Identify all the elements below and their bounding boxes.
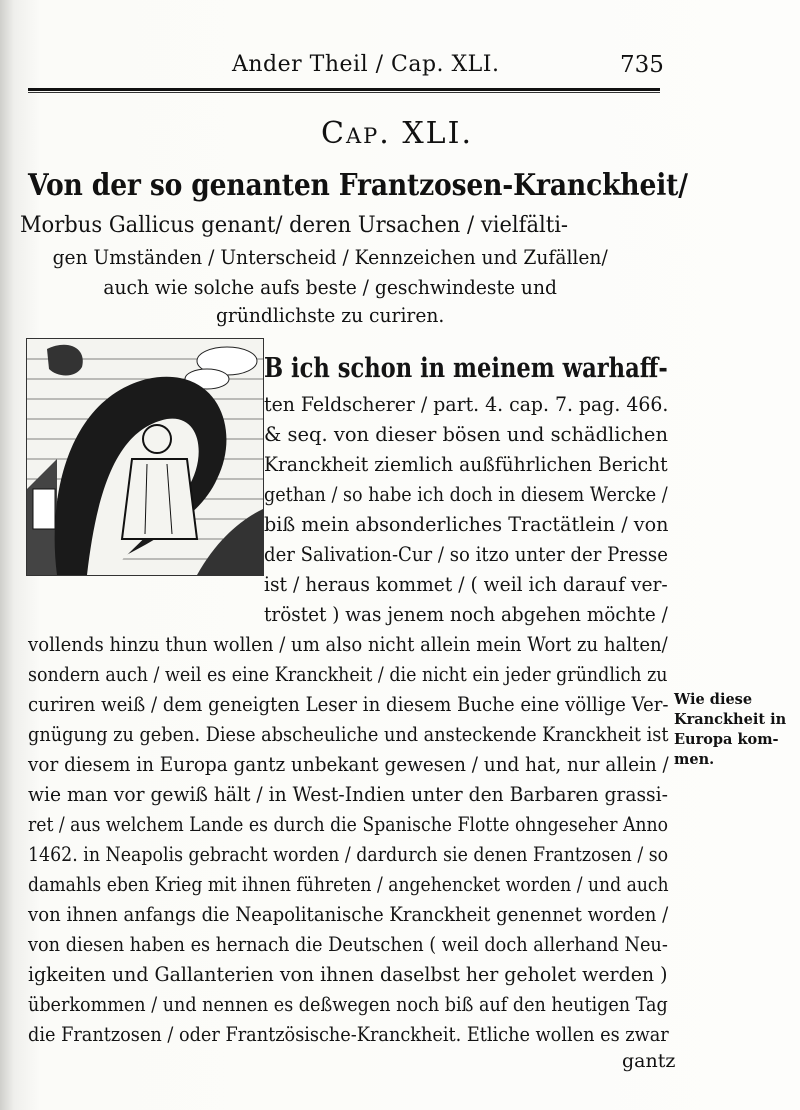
catchword: gantz bbox=[622, 1050, 676, 1072]
heading-line: Morbus Gallicus genant/ deren Ursachen / vielfälti- bbox=[20, 213, 569, 238]
heading-line: auch wie solche aufs beste / geschwindeste und bbox=[103, 276, 557, 299]
body-line: damahls eben Krieg mit ihnen führeten / angehencket worden / und auch bbox=[28, 873, 669, 896]
body-line: ten Feldscherer / part. 4. cap. 7. pag. 466. bbox=[264, 393, 669, 416]
body-line: der Salivation-Cur / so itzo unter der Presse bbox=[264, 543, 668, 566]
heading-line: gen Umständen / Unterscheid / Kennzeichen und Zufällen/ bbox=[52, 246, 608, 269]
body-line: & seq. von dieser bösen und schädlichen bbox=[264, 423, 668, 446]
marginal-note bbox=[674, 690, 794, 770]
body-line: ret / aus welchem Lande es durch die Spanische Flotte ohngeseher Anno bbox=[28, 813, 669, 836]
body-line: B ich schon in meinem warhaff- bbox=[264, 353, 668, 384]
body-line: vor diesem in Europa gantz unbekant gewesen / und hat, nur allein / bbox=[28, 753, 669, 776]
body-line: die Frantzosen / oder Frantzösische-Kranckheit. Etliche wollen es zwar bbox=[28, 1023, 669, 1046]
body-line: von ihnen anfangs die Neapolitanische Kranckheit genennet worden / bbox=[28, 903, 669, 926]
body-line: tröstet ) was jenem noch abgehen möchte / bbox=[264, 603, 668, 626]
heading-line: gründlichste zu curiren. bbox=[215, 304, 445, 327]
header-rule bbox=[28, 88, 660, 91]
marginal-note-line: Wie diese bbox=[674, 691, 753, 708]
body-line: igkeiten und Gallanterien von ihnen daselbst her geholet werden ) bbox=[28, 963, 668, 986]
marginal-note-line: men. bbox=[674, 751, 715, 768]
body-line: von diesen haben es hernach die Deutschen ( weil doch allerhand Neu- bbox=[28, 933, 668, 956]
woodcut-image bbox=[27, 339, 263, 575]
body-line: ist / heraus kommet / ( weil ich darauf ver- bbox=[264, 573, 668, 596]
body-line: vollends hinzu thun wollen / um also nicht allein mein Wort zu halten/ bbox=[28, 633, 668, 656]
chapter-heading: Von der so genanten Frantzosen-Kranckheit/ bbox=[28, 168, 688, 203]
marginal-note-line: Europa kom- bbox=[674, 731, 779, 748]
page-number: 735 bbox=[620, 52, 664, 78]
body-line: curiren weiß / dem geneigten Leser in diesem Buche eine völlige Ver- bbox=[28, 693, 669, 716]
body-line: biß mein absonderliches Tractätlein / von bbox=[264, 513, 669, 536]
body-line: 1462. in Neapolis gebracht worden / dardurch sie denen Frantzosen / so bbox=[28, 843, 669, 866]
body-line: sondern auch / weil es eine Kranckheit / die nicht ein jeder gründlich zu bbox=[28, 663, 668, 686]
running-head bbox=[0, 52, 800, 82]
decorated-initial-woodcut bbox=[26, 338, 264, 576]
header-rule-thin bbox=[28, 92, 660, 93]
running-head-title: Ander Theil / Cap. XLI. bbox=[232, 52, 500, 77]
marginal-note-line: Kranckheit in bbox=[674, 711, 787, 728]
body-line: wie man vor gewiß hält / in West-Indien unter den Barbaren grassi- bbox=[28, 783, 668, 806]
body-line: überkommen / und nennen es deßwegen noch biß auf den heutigen Tag bbox=[28, 993, 668, 1016]
chapter-number: Cap. XLI. bbox=[321, 116, 473, 151]
body-line: Kranckheit ziemlich außführlichen Bericht bbox=[264, 453, 668, 476]
body-line: gethan / so habe ich doch in diesem Wercke / bbox=[264, 483, 668, 506]
body-line: gnügung zu geben. Diese abscheuliche und ansteckende Kranckheit ist bbox=[28, 723, 669, 746]
